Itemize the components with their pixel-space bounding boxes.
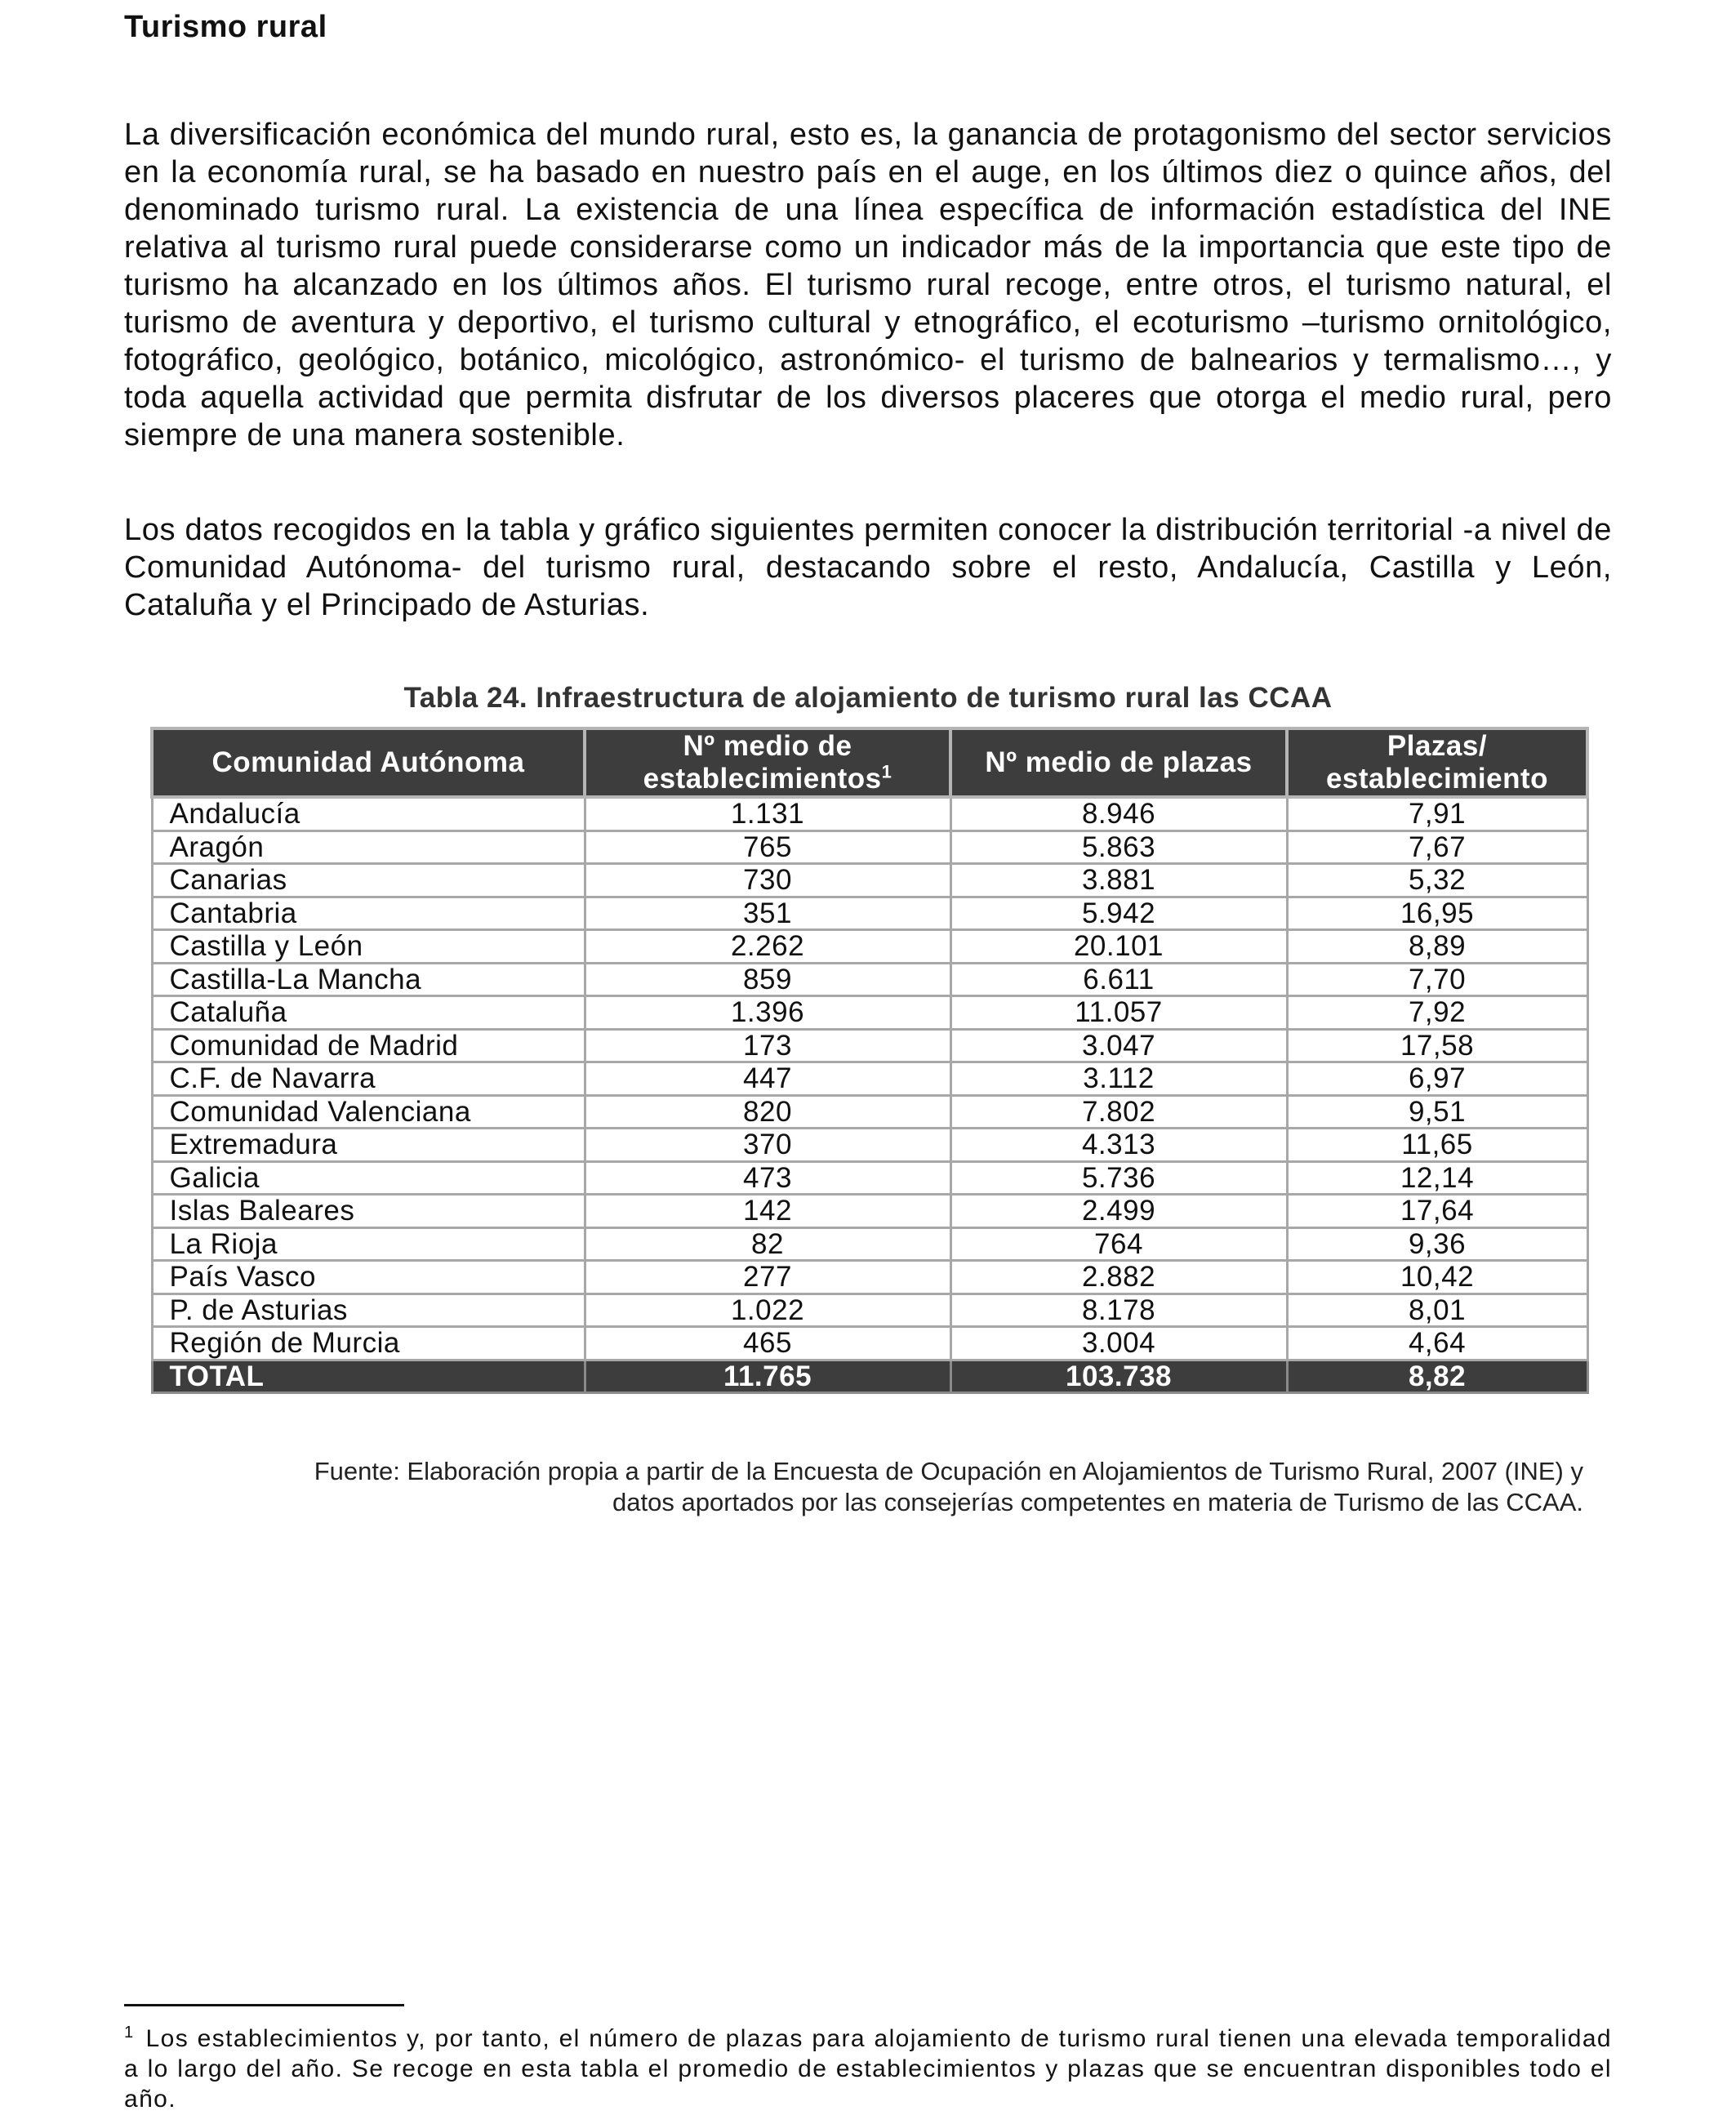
data-paragraph: Los datos recogidos en la tabla y gráfico siguientes permiten conocer la distribución territorial -a nivel de Comunidad Autónoma- del turismo rural, destacando sobre el resto, Andalucía, Castilla y León, Cataluña y el Principado de Asturias. bbox=[124, 513, 1612, 622]
header-establecimientos-label: Nº medio de establecimientos bbox=[643, 730, 882, 795]
table-row bbox=[152, 1029, 1587, 1062]
header-plazas-por-establecimiento: Plazas/ establecimiento bbox=[1287, 728, 1587, 797]
total-cell-establecimientos: 11.765 bbox=[585, 1360, 950, 1393]
cell-establecimientos: 1.396 bbox=[585, 996, 950, 1030]
table-row bbox=[152, 1195, 1587, 1228]
cell-establecimientos: 765 bbox=[585, 830, 950, 864]
table-caption: Tabla 24. Infraestructura de alojamiento de turismo rural las CCAA bbox=[403, 682, 1333, 714]
cell-plazas: 6.611 bbox=[950, 963, 1287, 996]
section-title: Turismo rural bbox=[124, 10, 327, 44]
cell-establecimientos: 820 bbox=[585, 1095, 950, 1129]
table-total-row bbox=[152, 1360, 1587, 1393]
cell-plazas: 764 bbox=[950, 1227, 1287, 1261]
cell-plazas: 5.863 bbox=[950, 830, 1287, 864]
cell-ratio: 17,58 bbox=[1287, 1029, 1587, 1062]
cell-comunidad: País Vasco bbox=[152, 1261, 585, 1294]
cell-ratio: 8,89 bbox=[1287, 930, 1587, 964]
cell-ratio: 7,91 bbox=[1287, 797, 1587, 830]
cell-plazas: 8.178 bbox=[950, 1294, 1287, 1327]
intro-paragraph: La diversificación económica del mundo rural, esto es, la ganancia de protagonismo del sector servicios en la economía rural, se ha basado en nuestro país en el auge, en los últimos diez o quince años, del denominado turismo rural. La existencia de una línea específica de información estadística del INE relativa al turismo rural puede considerarse como un indicador más de la importancia que este tipo de turismo ha alcanzado en los últimos años. El turismo rural recoge, entre otros, el turismo natural, el turismo de aventura y deportivo, el turismo cultural y etnográfico, el ecoturismo –turismo ornitológico, fotográfico, geológico, botánico, micológico, astronómico- el turismo de balnearios y termalismo…, y toda aquella actividad que permita disfrutar de los diversos placeres que otorga el medio rural, pero siempre de una manera sostenible. bbox=[124, 118, 1612, 452]
cell-plazas: 3.881 bbox=[950, 864, 1287, 897]
cell-ratio: 10,42 bbox=[1287, 1261, 1587, 1294]
table-header-row bbox=[152, 728, 1587, 797]
cell-plazas: 3.047 bbox=[950, 1029, 1287, 1062]
cell-establecimientos: 142 bbox=[585, 1195, 950, 1228]
cell-ratio: 9,36 bbox=[1287, 1227, 1587, 1261]
table-row bbox=[152, 930, 1587, 964]
cell-comunidad: Extremadura bbox=[152, 1129, 585, 1162]
cell-establecimientos: 2.262 bbox=[585, 930, 950, 964]
cell-comunidad: Canarias bbox=[152, 864, 585, 897]
cell-plazas: 3.004 bbox=[950, 1327, 1287, 1360]
cell-comunidad: P. de Asturias bbox=[152, 1294, 585, 1327]
total-cell-ratio: 8,82 bbox=[1287, 1360, 1587, 1393]
cell-ratio: 11,65 bbox=[1287, 1129, 1587, 1162]
cell-establecimientos: 1.022 bbox=[585, 1294, 950, 1327]
cell-establecimientos: 370 bbox=[585, 1129, 950, 1162]
cell-comunidad: Castilla y León bbox=[152, 930, 585, 964]
cell-comunidad: C.F. de Navarra bbox=[152, 1062, 585, 1096]
cell-establecimientos: 859 bbox=[585, 963, 950, 996]
footnote bbox=[124, 2024, 1612, 2114]
table-source bbox=[124, 1456, 1583, 1518]
cell-plazas: 5.736 bbox=[950, 1161, 1287, 1195]
cell-ratio: 12,14 bbox=[1287, 1161, 1587, 1195]
header-comunidad: Comunidad Autónoma bbox=[152, 728, 585, 797]
table-row bbox=[152, 1227, 1587, 1261]
cell-ratio: 6,97 bbox=[1287, 1062, 1587, 1096]
table-body bbox=[152, 797, 1587, 1393]
source-line-1: Fuente: Elaboración propia a partir de la Encuesta de Ocupación en Alojamientos de Turismo Rural, 2007 (INE) y bbox=[314, 1457, 1583, 1485]
cell-establecimientos: 277 bbox=[585, 1261, 950, 1294]
table-row bbox=[152, 830, 1587, 864]
cell-plazas: 8.946 bbox=[950, 797, 1287, 830]
cell-comunidad: Región de Murcia bbox=[152, 1327, 585, 1360]
cell-ratio: 5,32 bbox=[1287, 864, 1587, 897]
footnote-ref: 1 bbox=[881, 761, 892, 782]
cell-establecimientos: 447 bbox=[585, 1062, 950, 1096]
source-line-2: datos aportados por las consejerías competentes en materia de Turismo de las CCAA. bbox=[612, 1488, 1583, 1516]
cell-plazas: 11.057 bbox=[950, 996, 1287, 1030]
cell-plazas: 4.313 bbox=[950, 1129, 1287, 1162]
cell-comunidad: Cataluña bbox=[152, 996, 585, 1030]
cell-establecimientos: 730 bbox=[585, 864, 950, 897]
table-row bbox=[152, 1095, 1587, 1129]
cell-comunidad: Cantabria bbox=[152, 897, 585, 930]
cell-establecimientos: 82 bbox=[585, 1227, 950, 1261]
table-row bbox=[152, 1129, 1587, 1162]
cell-establecimientos: 351 bbox=[585, 897, 950, 930]
cell-comunidad: Castilla-La Mancha bbox=[152, 963, 585, 996]
table-row bbox=[152, 797, 1587, 830]
accommodation-table bbox=[150, 727, 1589, 1394]
table-row bbox=[152, 1062, 1587, 1096]
cell-ratio: 7,92 bbox=[1287, 996, 1587, 1030]
cell-ratio: 8,01 bbox=[1287, 1294, 1587, 1327]
header-establecimientos bbox=[585, 728, 950, 797]
cell-ratio: 7,70 bbox=[1287, 963, 1587, 996]
footnote-divider bbox=[124, 2004, 404, 2006]
cell-comunidad: Comunidad de Madrid bbox=[152, 1029, 585, 1062]
table-row bbox=[152, 996, 1587, 1030]
table-row bbox=[152, 963, 1587, 996]
footnote-marker: 1 bbox=[124, 2024, 135, 2042]
total-cell-comunidad: TOTAL bbox=[152, 1360, 585, 1393]
cell-plazas: 20.101 bbox=[950, 930, 1287, 964]
table-row bbox=[152, 1261, 1587, 1294]
cell-ratio: 9,51 bbox=[1287, 1095, 1587, 1129]
cell-comunidad: Aragón bbox=[152, 830, 585, 864]
table-row bbox=[152, 897, 1587, 930]
header-plazas: Nº medio de plazas bbox=[950, 728, 1287, 797]
footnote-text: Los establecimientos y, por tanto, el número de plazas para alojamiento de turismo rural tienen una elevada temporalidad a lo largo del año. Se recoge en esta tabla el promedio de establecimientos y plazas que se encuentran disponibles todo el año. bbox=[124, 2025, 1612, 2113]
cell-plazas: 3.112 bbox=[950, 1062, 1287, 1096]
cell-establecimientos: 473 bbox=[585, 1161, 950, 1195]
cell-establecimientos: 465 bbox=[585, 1327, 950, 1360]
cell-ratio: 7,67 bbox=[1287, 830, 1587, 864]
cell-comunidad: La Rioja bbox=[152, 1227, 585, 1261]
cell-plazas: 2.882 bbox=[950, 1261, 1287, 1294]
table-row bbox=[152, 1327, 1587, 1360]
table-row bbox=[152, 864, 1587, 897]
cell-plazas: 7.802 bbox=[950, 1095, 1287, 1129]
cell-comunidad: Andalucía bbox=[152, 797, 585, 830]
cell-establecimientos: 1.131 bbox=[585, 797, 950, 830]
cell-comunidad: Galicia bbox=[152, 1161, 585, 1195]
cell-comunidad: Comunidad Valenciana bbox=[152, 1095, 585, 1129]
cell-ratio: 16,95 bbox=[1287, 897, 1587, 930]
cell-establecimientos: 173 bbox=[585, 1029, 950, 1062]
total-cell-plazas: 103.738 bbox=[950, 1360, 1287, 1393]
cell-plazas: 2.499 bbox=[950, 1195, 1287, 1228]
cell-ratio: 4,64 bbox=[1287, 1327, 1587, 1360]
table-row bbox=[152, 1161, 1587, 1195]
cell-comunidad: Islas Baleares bbox=[152, 1195, 585, 1228]
table-row bbox=[152, 1294, 1587, 1327]
cell-ratio: 17,64 bbox=[1287, 1195, 1587, 1228]
cell-plazas: 5.942 bbox=[950, 897, 1287, 930]
